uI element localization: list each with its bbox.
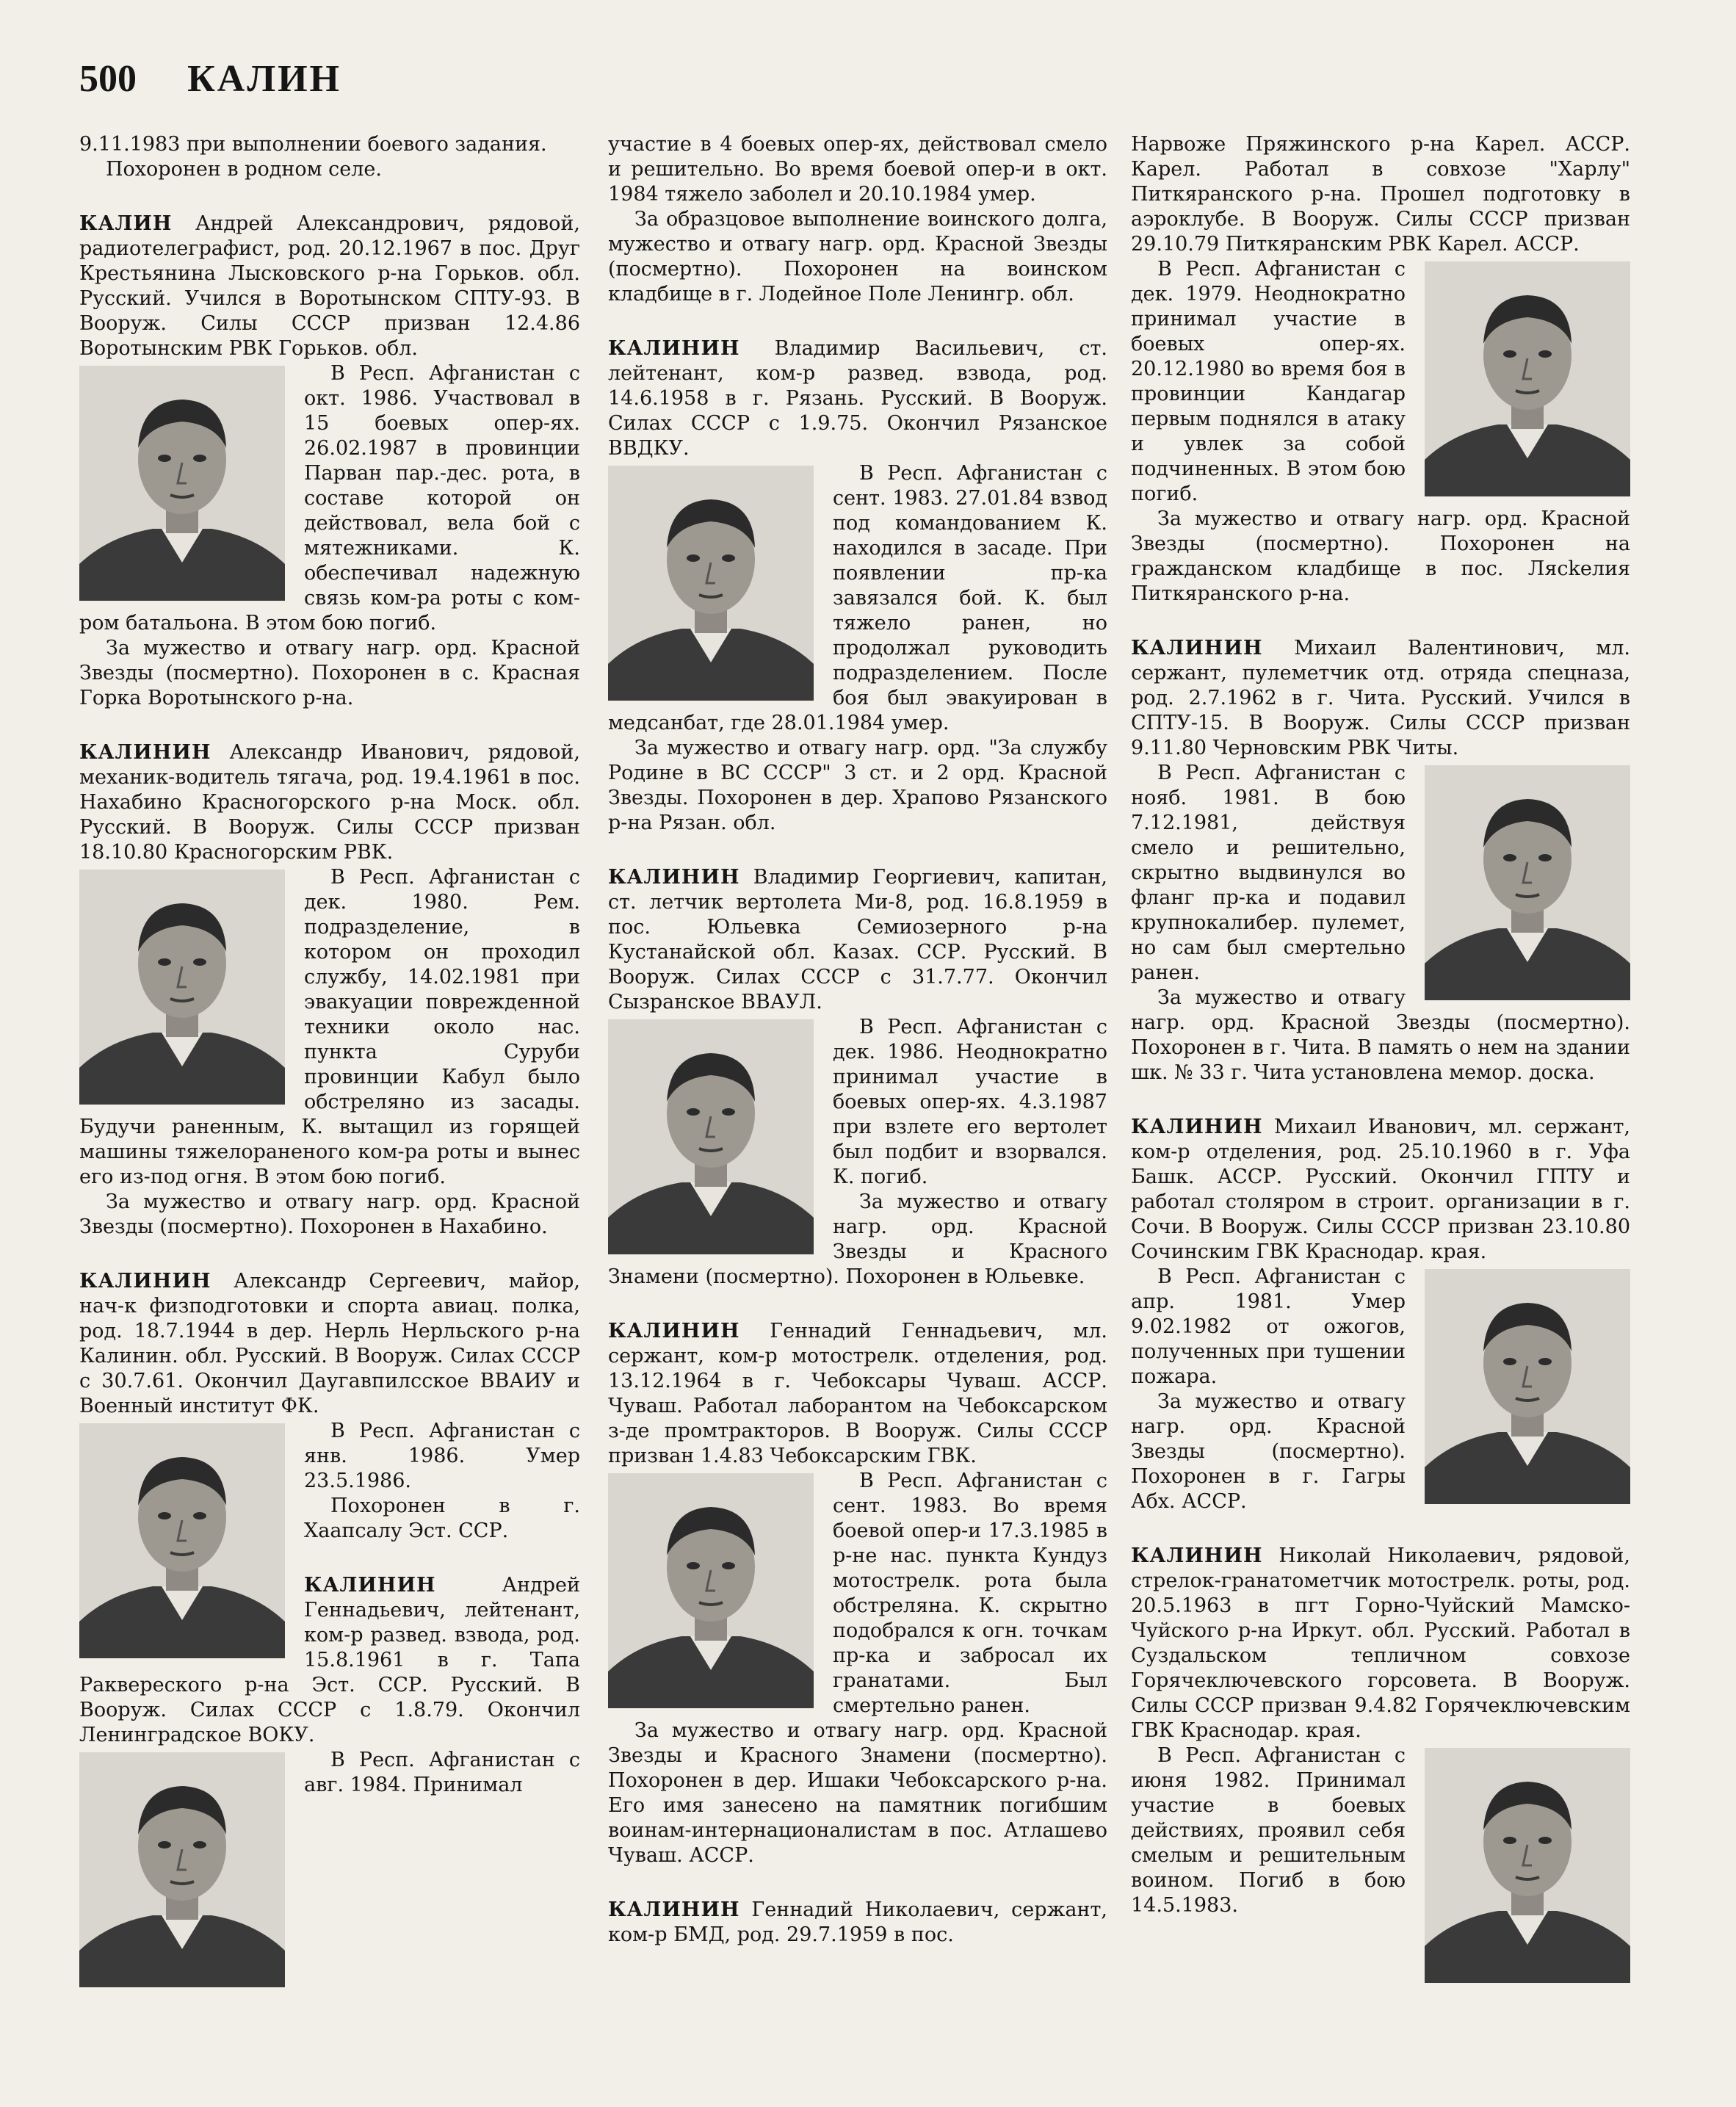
entry-surname: КАЛИНИН [304,1574,436,1597]
entry-paragraph: В Респ. Афганистан с авг. 1984. Принимал [304,1749,580,1796]
entry-paragraph: В Респ. Афганистан с нояб. 1981. В бою 7.12.1981, действуя смело и решительно, скрытно выдвинулся во фланг пр-ка и подавил крупнокалибер. пулемет, но сам был смертельно ранен. [1131,762,1406,984]
entry-heading: КАЛИНИН Геннадий Геннадьевич, мл. сержант, ком-р мотострелк. отделения, род. 13.12.1964 в г. Чебоксары Чуваш. АССР. Чуваш. Работал лаборантом на Чебоксарском з-де промтракторов. В Вооруж. Силы СССР призван 1.4.83 Чебоксарским ГВК. [608,1320,1107,1467]
biography-entry [1131,636,1630,1085]
entry-paragraph: За мужество и отвагу нагр. орд. "За службу Родине в ВС СССР" 3 ст. и 2 орд. Красной Звезды. Похоронен в дер. Храпово Рязанского р-на Рязан. обл. [608,737,1107,834]
portrait-photo [1425,1269,1630,1504]
entry-heading: КАЛИНИН Александр Сергеевич, майор, нач-к физподготовки и спорта авиац. полка, род. 18.7.1944 в дер. Нерль Нерльского р-на Калинин. обл. Русский. В Вооруж. Силах СССР с 30.7.61. Окончил Даугавпилсское ВВАИУ и Военный институт ФК. [79,1270,580,1417]
entry-surname: КАЛИН [79,212,173,235]
entry-heading: КАЛИНИН Александр Иванович, рядовой, механик-водитель тягача, род. 19.4.1961 в пос. Нахабино Красногорского р-на Моск. обл. Русский. В Вооруж. Силы СССР призван 18.10.80 Красногорским РВК. [79,741,580,864]
portrait-photo [608,1019,814,1254]
portrait-photo [79,366,285,601]
entry-paragraph: В Респ. Афганистан с окт. 1986. Участвовал в 15 боевых опер-ях. 26.02.1987 в провинции Парван пар.-дес. рота, в составе которой он действовал, вела бой с мятежниками. К. обеспечивал надежную связь ком-ра роты с ком-ром батальона. В этом бою погиб. [79,362,580,635]
entry-paragraph: За мужество и отвагу нагр. орд. Красной Звезды (посмертно). Похоронен в Нахабино. [79,1190,580,1238]
portrait-photo [79,1752,285,1987]
entry-surname: КАЛИНИН [1131,637,1263,659]
entry-heading: КАЛИНИН Владимир Васильевич, ст. лейтенант, ком-р развед. взвода, род. 14.6.1958 в г. Рязань. Русский. В Вооруж. Силах СССР с 1.9.75. Окончил Рязанское ВВДКУ. [608,337,1107,460]
continuation-text: 9.11.1983 при выполнении боевого задания. Похоронен в родном селе. [79,133,547,181]
page-header [79,57,341,109]
continuation-text: участие в 4 боевых опер-ях, действовал смело и решительно. Во время боевой опер-и в окт. 1984 тяжело заболел и 20.10.1984 умер. За образцовое выполнение воинского долга, мужество и отвагу нагр. орд. Красной Звезды (посмертно). Похоронен на воинском кладбище в г. Лодейное Поле Ленингр. обл. [608,133,1107,306]
biography-entry [79,212,580,711]
biography-entry [1131,1544,1630,1918]
entry-heading: КАЛИНИН Михаил Валентинович, мл. сержант, пулеметчик отд. отряда спецназа, род. 2.7.1962 в г. Чита. Русский. Учился в СПТУ-15. В Вооруж. Силы СССР призван 9.11.80 Черновским РВК Читы. [1131,637,1630,759]
entry-paragraph: В Респ. Афганистан с сент. 1983. 27.01.84 взвод под командованием К. находился в засаде. При появлении пр-ка завязался бой. К. был тяжело ранен, но продолжал руководить подразделением. После боя был эвакуирован в медсанбат, где 28.01.1984 умер. [608,462,1107,734]
column-1 [79,132,580,1995]
biography-entry [79,1269,580,1544]
portrait-photo [608,1473,814,1708]
portrait-photo [1425,765,1630,1000]
entry-paragraph: В Респ. Афганистан с сент. 1983. Во время боевой опер-и 17.3.1985 в р-не нас. пункта Кундуз мотострелк. рота была обстреляна. К. скрытно подобрался к огн. точкам пр-ка и забросал их гранатами. Был смертельно ранен. [833,1470,1107,1717]
entry-paragraph: За мужество и отвагу нагр. орд. Красной Звезды и Красного Знамени (посмертно). Похоронен в Юльевке. [608,1190,1107,1288]
page-number: 500 [79,58,137,100]
biography-entry [608,865,1107,1290]
entry-paragraph: За мужество и отвагу нагр. орд. Красной Звезды (посмертно). Похоронен в с. Красная Горка Воротынского р-на. [79,637,580,709]
entry-paragraph: Похоронен в г. Хаапсалу Эст. ССР. [304,1495,580,1542]
entry-surname: КАЛИНИН [608,337,740,360]
entry-surname: КАЛИНИН [79,741,211,764]
entry-heading: КАЛИНИН Андрей Геннадьевич, лейтенант, ком-р развед. взвода, род. 15.8.1961 в г. Тапа Раквереского р-на Эст. ССР. Русский. В Вооруж. Силах СССР с 1.8.79. Окончил Ленинградское ВОКУ. [79,1574,580,1746]
biography-entry [608,336,1107,836]
entry-surname: КАЛИНИН [608,1320,740,1342]
portrait-photo [1425,261,1630,496]
entry-heading: КАЛИНИН Геннадий Николаевич, сержант, ком-р БМД, род. 29.7.1959 в пос. [608,1898,1107,1946]
biography-entry [79,740,580,1240]
entry-paragraph: В Респ. Афганистан с дек. 1986. Неоднократно принимал участие в боевых опер-ях. 4.3.1987 при взлете его вертолет был подбит и взорвался. К. погиб. [833,1016,1107,1188]
entry-surname: КАЛИНИН [608,1898,740,1921]
entry-paragraph: За мужество и отвагу нагр. орд. Красной Звезды (посмертно). Похоронен в г. Гагры Абх. АССР. [1131,1390,1406,1513]
entry-paragraph: В Респ. Афганистан с янв. 1986. Умер 23.5.1986. [304,1420,580,1492]
continuation-text: Нарвоже Пряжинского р-на Карел. АССР. Карел. Работал в совхозе "Харлу" Питкяранского р-на. Прошел подготовку в аэроклубе. В Вооруж. Силы СССР призван 29.10.79 Питкяранским РВК Карел. АССР. В Респ. Афганистан с дек. 1979. Неоднократно принимал участие в боевых опер-ях. 20.12.1980 во время боя в провинции Кандагар первым поднялся в атаку и увлек за собой подчиненных. В этом бою погиб. За мужество и отвагу нагр. орд. Красной Звезды (посмертно). Похоронен на гражданском кладбище в пос. Лясkелия Питкяранского р-на. [1131,133,1630,605]
entry-surname: КАЛИНИН [1131,1116,1263,1138]
biography-entry [608,1319,1107,1868]
entry-heading: КАЛИНИН Николай Николаевич, рядовой, стрелок-гранатометчик мотострелк. роты, род. 20.5.1963 в пгт Горно-Чуйский Мамско-Чуйского р-на Иркут. обл. Русский. Работал в Суздальском тепличном совхозе Горячеключевского горсовета. В Вооруж. Силы СССР призван 9.4.82 Горячеключевским ГВК Краснодар. края. [1131,1544,1630,1742]
entry-surname: КАЛИНИН [79,1270,211,1293]
portrait-photo [79,1423,285,1658]
portrait-photo [608,466,814,701]
entry-paragraph: В Респ. Афганистан с дек. 1980. Рем. подразделение, в котором он проходил службу, 14.02.1981 при эвакуации поврежденной техники около нас. пункта Суруби провинции Кабул было обстреляно из засады. Будучи раненным, К. вытащил из горящей машины тяжелораненого ком-ра роты и вынес его из-под огня. В этом бою погиб. [79,866,580,1188]
entry-paragraph: За мужество и отвагу нагр. орд. Красной Звезды и Красного Знамени (посмертно). Похоронен в дер. Ишаки Чебоксарского р-на. Его имя занесено на памятник погибшим воинам-интернационалистам в пос. Атлашево Чуваш. АССР. [608,1719,1107,1867]
running-head: КАЛИН [187,58,341,100]
biography-entry [1131,1115,1630,1514]
entry-heading: КАЛИН Андрей Александрович, рядовой, радиотелеграфист, род. 20.12.1967 в пос. Друг Крестьянина Лысковского р-на Горьков. обл. Русский. Учился в Воротынском СПТУ-93. В Вооруж. Силы СССР призван 12.4.86 Воротынским РВК Горьков. обл. [79,212,580,360]
entry-heading: КАЛИНИН Михаил Иванович, мл. сержант, ком-р отделения, род. 25.10.1960 в г. Уфа Башк. АССР. Русский. Окончил ГПТУ и работал столяром в строит. организации в г. Сочи. В Вооруж. Силы СССР призван 23.10.80 Сочинским ГВК Краснодар. края. [1131,1116,1630,1263]
entry-surname: КАЛИНИН [1131,1544,1263,1567]
biography-entry [608,1898,1107,1948]
column-3 [1131,132,1630,1990]
portrait-photo [1425,1748,1630,1983]
entry-heading: КАЛИНИН Владимир Георгиевич, капитан, ст. летчик вертолета Ми-8, род. 16.8.1959 в пос. Юльевка Семиозерного р-на Кустанайской обл. Казах. ССР. Русский. В Вооруж. Силах СССР с 31.7.77. Окончил Сызранское ВВАУЛ. [608,866,1107,1013]
entry-paragraph: В Респ. Афганистан с июня 1982. Принимал участие в боевых действиях, проявил себя смелым и решительным воином. Погиб в бою 14.5.1983. [1131,1744,1406,1917]
portrait-photo [79,870,285,1105]
column-2 [608,132,1107,1977]
entry-paragraph: В Респ. Афганистан с апр. 1981. Умер 9.02.1982 от ожогов, полученных при тушении пожара. [1131,1265,1406,1388]
entry-surname: КАЛИНИН [608,866,740,889]
entry-paragraph: За мужество и отвагу нагр. орд. Красной Звезды (посмертно). Похоронен в г. Чита. В память о нем на здании шк. № 33 г. Чита установлена мемор. доска. [1131,986,1630,1084]
